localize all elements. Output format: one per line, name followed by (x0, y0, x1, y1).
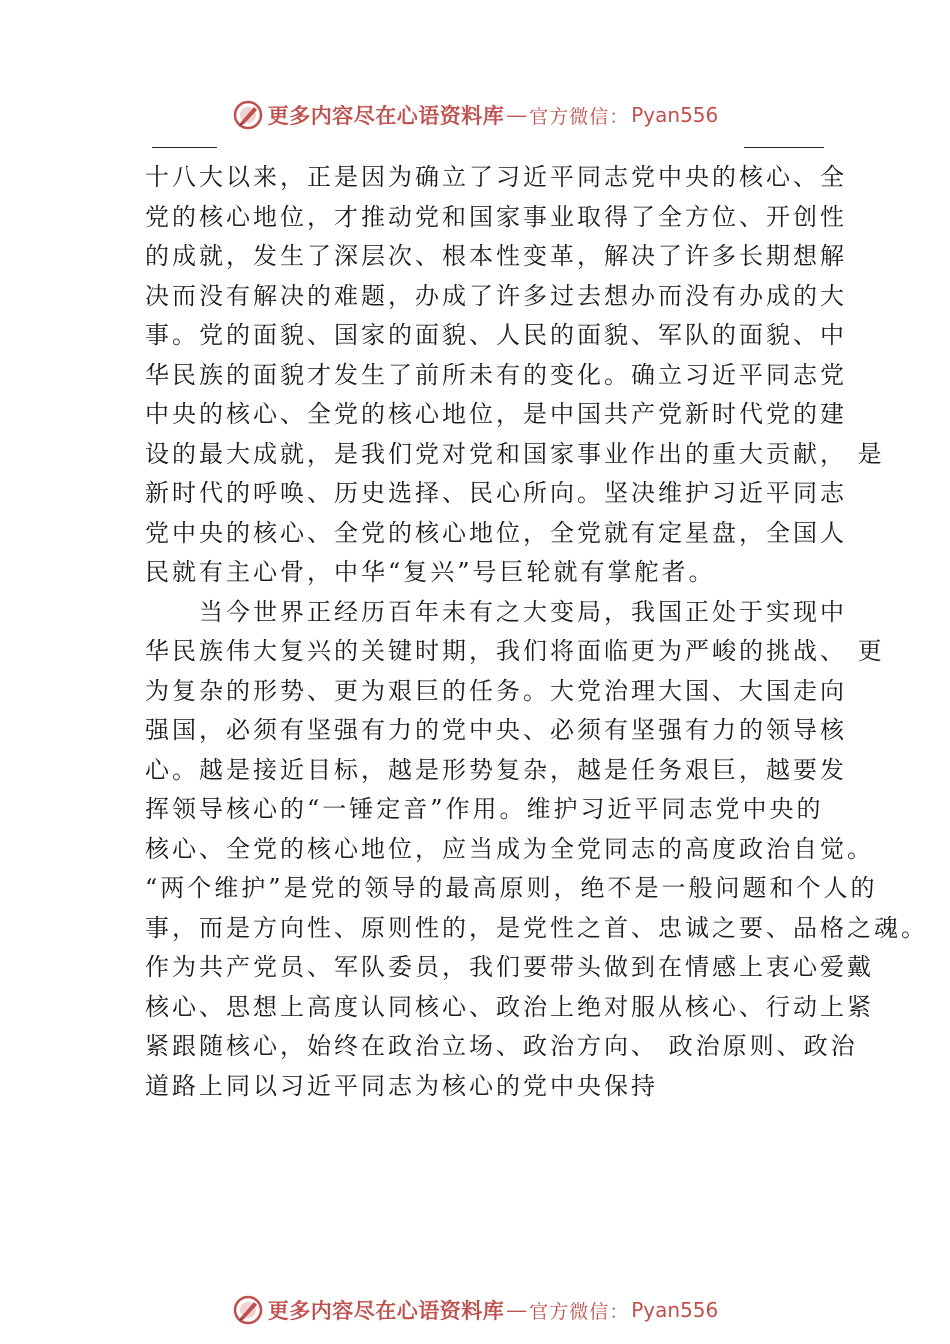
brand-logo-icon (232, 99, 264, 131)
body-line: 核心、全党的核心地位，应当成为全党同志的高度政治自觉。 (145, 834, 874, 863)
body-line: 决而没有解决的难题，办成了许多过去想办而没有办成的大 (145, 281, 847, 310)
body-line: 为复杂的形势、更为艰巨的任务。大党治理大国、大国走向 (145, 676, 847, 705)
header-banner (0, 95, 950, 135)
body-line: 作为共产党员、军队委员，我们要带头做到在情感上衷心爱戴 (145, 953, 874, 981)
footer-banner (0, 1290, 950, 1330)
body-line: 心。越是接近目标，越是形势复杂，越是任务艰巨，越要发 (145, 755, 847, 784)
body-line: 民就有主心骨，中华“复兴”号巨轮就有掌舵者。 (145, 558, 716, 586)
header-dash: — (506, 103, 528, 127)
footer-wechat-handle: Pyan556 (631, 1298, 719, 1322)
brand-logo-icon (232, 1294, 264, 1326)
footer-brand-text: 更多内容尽在心语资料库 (267, 1298, 505, 1323)
body-line: 华民族伟大复兴的关键时期，我们将面临更为严峻的挑战、 更 (145, 637, 885, 665)
header-rule-right (744, 147, 824, 148)
body-line: 挥领导核心的“一锤定音”作用。维护习近平同志党中央的 (145, 795, 824, 823)
body-line: 事。党的面貌、国家的面貌、人民的面貌、军队的面貌、中 (145, 321, 847, 349)
footer-dash: — (506, 1298, 528, 1322)
body-line: 道路上同以习近平同志为核心的党中央保持 (145, 1071, 658, 1100)
header-brand-text: 更多内容尽在心语资料库 (267, 103, 505, 128)
body-line: 中央的核心、全党的核心地位，是中国共产党新时代党的建 (145, 400, 847, 428)
header-wechat-handle: Pyan556 (631, 103, 719, 127)
header-wechat-label: 官方微信： (529, 105, 630, 128)
body-line: 设的最大成就，是我们党对党和国家事业作出的重大贡献， 是 (145, 439, 885, 468)
body-line: 党的核心地位，才推动党和国家事业取得了全方位、开创性 (145, 202, 847, 231)
document-body (145, 158, 928, 1106)
body-line: 事，而是方向性、原则性的，是党性之首、忠诚之要、品格之魂。 (145, 913, 928, 942)
body-line: 当今世界正经历百年未有之大变局，我国正处于实现中 (145, 597, 847, 626)
body-line: 核心、思想上高度认同核心、政治上绝对服从核心、行动上紧 (145, 992, 874, 1021)
body-line: 的成就，发生了深层次、根本性变革，解决了许多长期想解 (145, 242, 847, 270)
body-line: 紧跟随核心，始终在政治立场、政治方向、 政治原则、政治 (145, 1032, 858, 1060)
footer-wechat-label: 官方微信： (529, 1300, 630, 1323)
body-line: 新时代的呼唤、历史选择、民心所向。坚决维护习近平同志 (145, 479, 847, 507)
body-line: “两个维护”是党的领导的最高原则，绝不是一般问题和个人的 (145, 874, 878, 902)
header-rule-left (152, 147, 217, 148)
body-line: 强国，必须有坚强有力的党中央、必须有坚强有力的领导核 (145, 716, 847, 744)
body-line: 十八大以来，正是因为确立了习近平同志党中央的核心、全 (145, 163, 847, 191)
body-line: 党中央的核心、全党的核心地位，全党就有定星盘，全国人 (145, 518, 847, 547)
body-line: 华民族的面貌才发生了前所未有的变化。确立习近平同志党 (145, 360, 847, 389)
